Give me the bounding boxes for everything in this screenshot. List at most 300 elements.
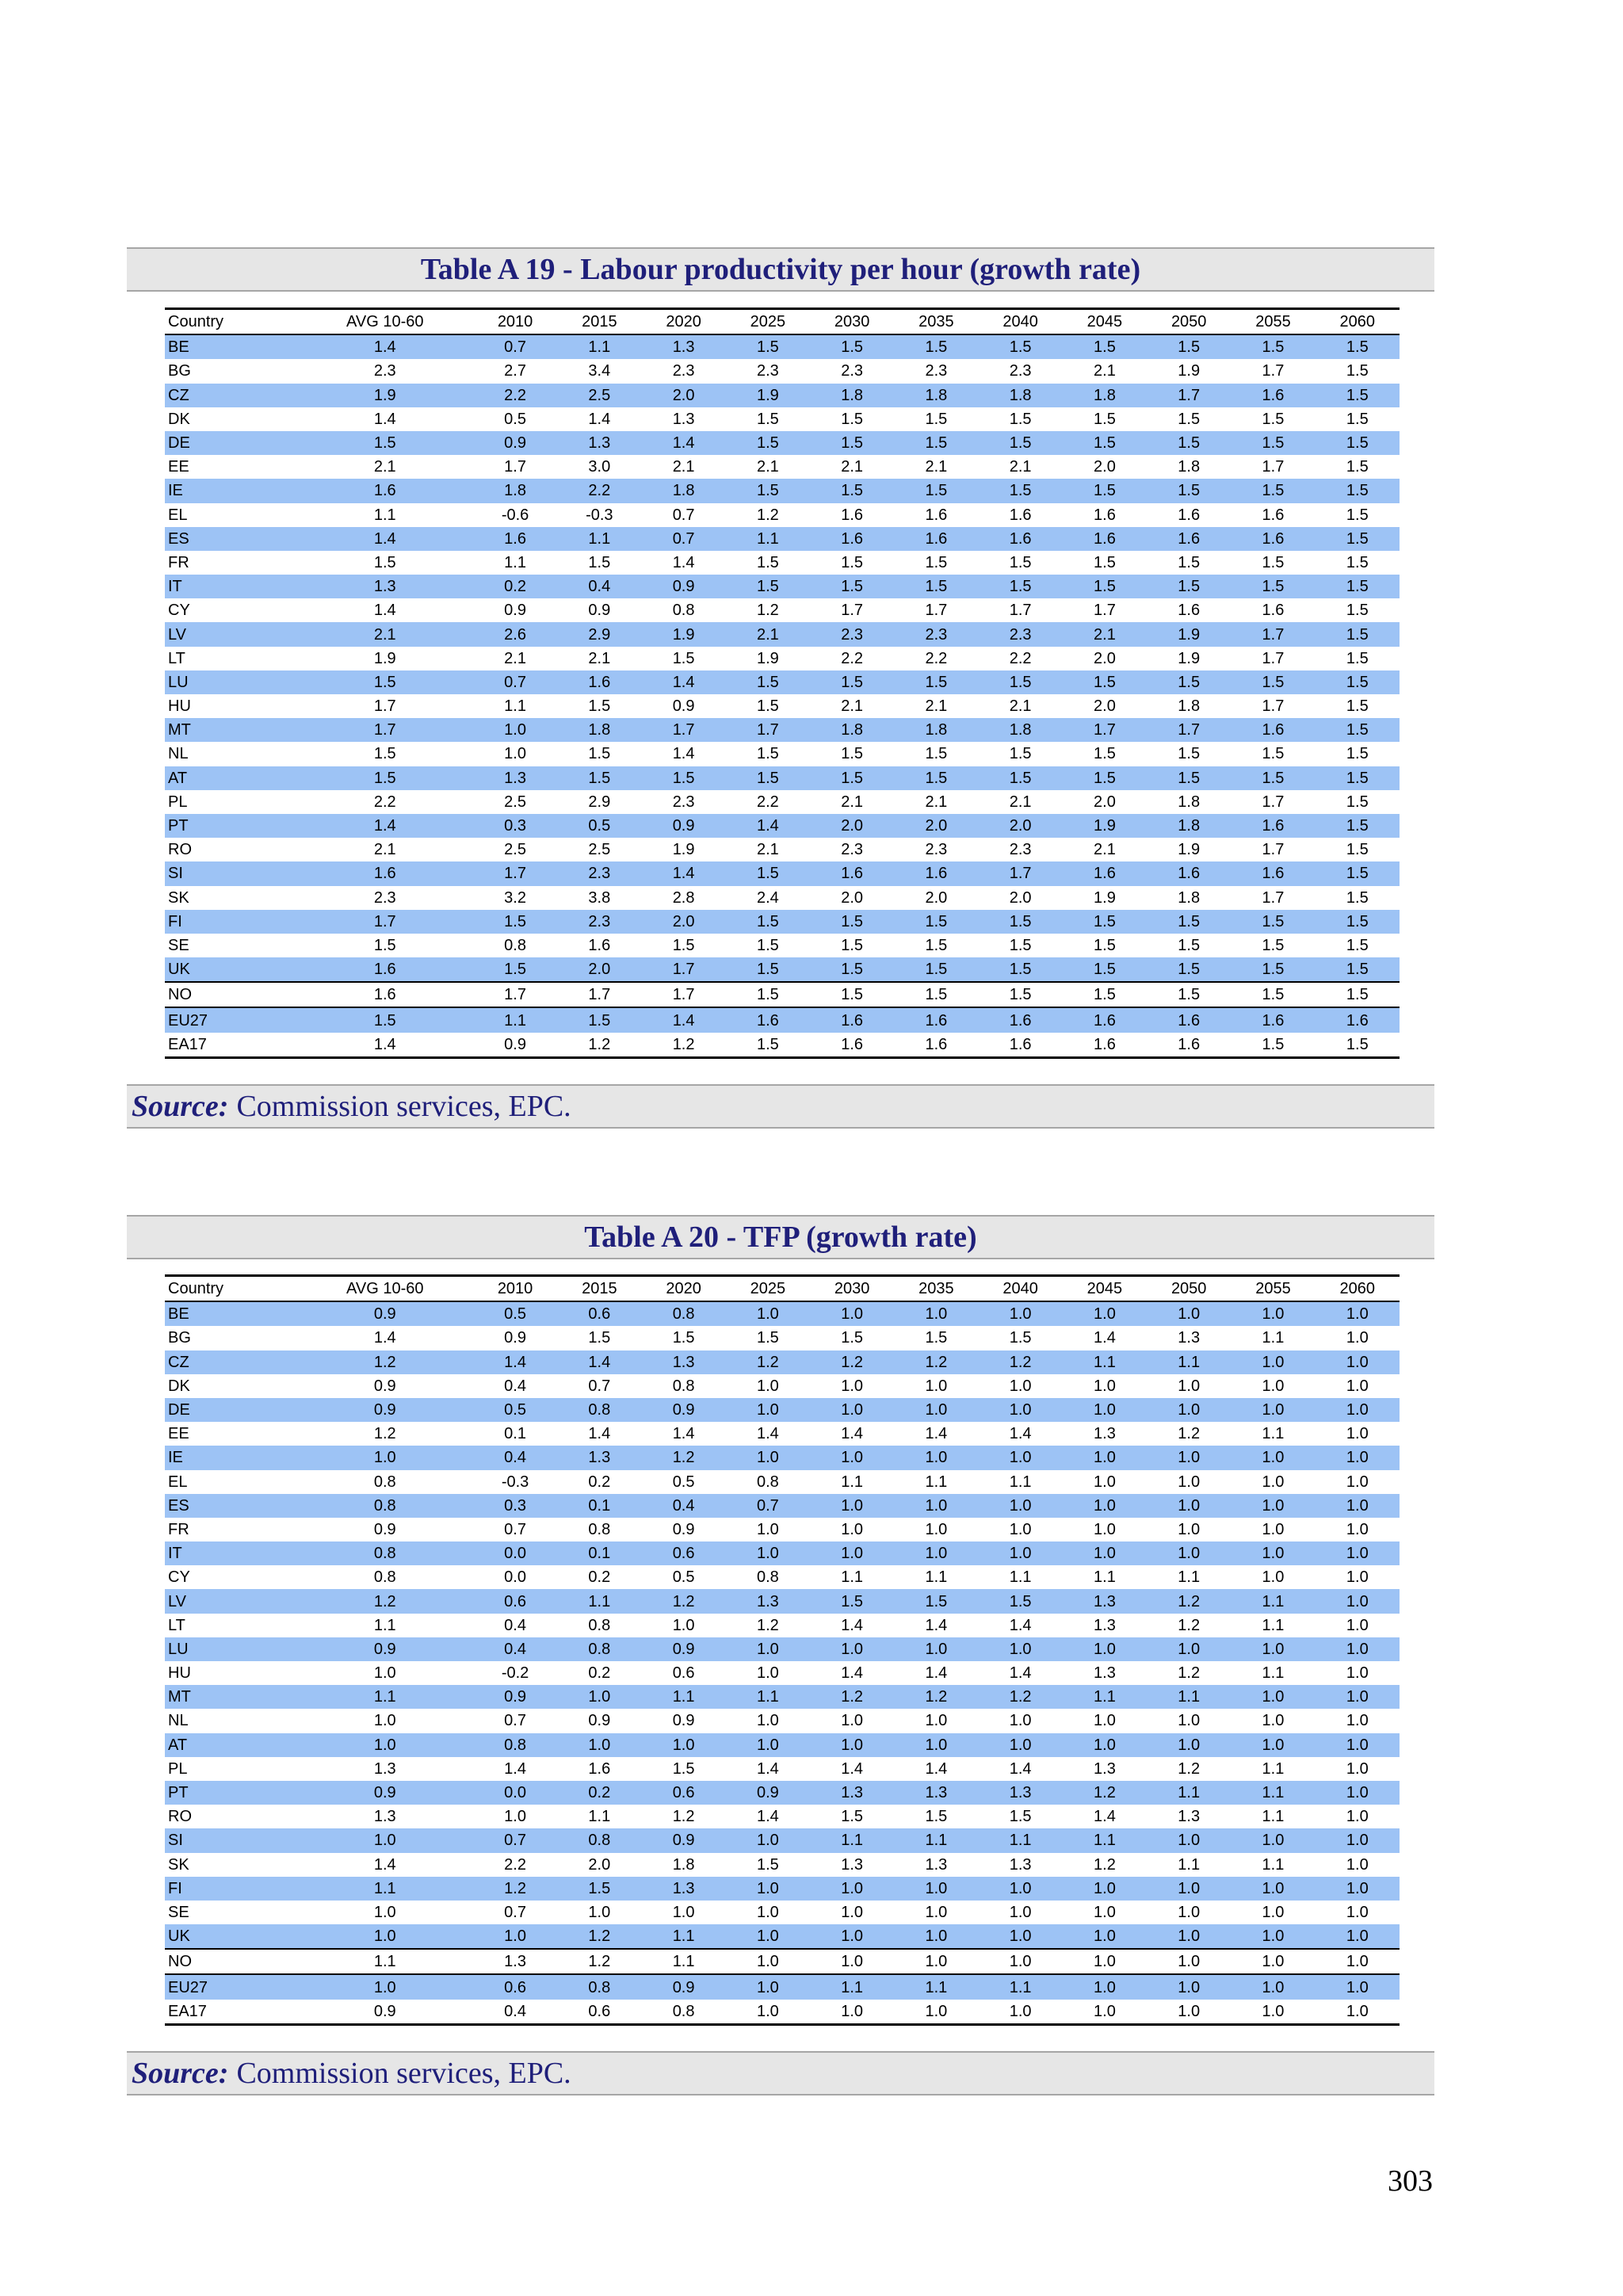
value-cell: 1.5 [1316,957,1400,982]
value-cell: 1.1 [726,527,810,551]
value-cell: 2.1 [841,793,864,811]
table-row [165,1301,1400,1326]
value-cell: 1.5 [672,936,695,954]
column-header: 2020 [641,1276,725,1302]
column-header: 2050 [1147,309,1231,335]
column-header: 2025 [726,309,810,335]
table-row [165,1541,1400,1565]
value-cell: 1.0 [1262,1520,1285,1538]
value-cell: 1.0 [1316,1350,1400,1374]
value-cell: 1.6 [979,1007,1063,1032]
value-cell: 1.6 [473,527,557,551]
value-cell: 2.0 [588,1855,611,1874]
value-cell: 1.0 [297,1974,473,1999]
value-cell: 0.9 [641,1828,725,1852]
value-cell: 1.0 [1316,2000,1400,2025]
value-cell: 1.5 [810,982,894,1007]
value-cell: 1.0 [1063,1301,1147,1326]
country-cell: SK [168,888,189,907]
value-cell: 1.0 [894,1301,978,1326]
value-cell: 1.5 [1063,431,1147,455]
value-cell: 1.5 [1231,982,1315,1007]
value-cell: 1.0 [726,1301,810,1326]
value-cell: 1.5 [726,861,810,885]
table-row [165,670,1400,694]
value-cell: 2.3 [1009,362,1032,380]
table-row [165,1007,1400,1032]
value-cell: 1.3 [1178,1808,1201,1826]
value-cell: 1.0 [1231,1446,1315,1469]
value-cell: 1.5 [841,1808,864,1826]
value-cell: 1.7 [641,957,725,982]
value-cell: 1.2 [557,1949,641,1974]
value-cell: 1.1 [1178,1855,1201,1874]
value-cell: 0.8 [672,1377,695,1395]
value-cell: 0.8 [297,1541,473,1565]
value-cell: 1.2 [641,1446,725,1469]
value-cell: 1.1 [1262,1425,1285,1443]
value-cell: 1.0 [1262,1473,1285,1491]
value-cell: 1.5 [810,766,894,790]
value-cell: 1.1 [894,1974,978,1999]
country-cell: PL [168,793,188,811]
value-cell: 1.4 [373,1329,396,1347]
value-cell: 1.5 [979,334,1063,359]
value-cell: 1.3 [726,1589,810,1613]
value-cell: 1.0 [1147,1974,1231,1999]
value-cell: 1.0 [1063,1877,1147,1901]
table-row [165,1398,1400,1422]
value-cell: 1.5 [979,670,1063,694]
value-cell: 1.5 [756,745,779,763]
value-cell: 2.1 [1009,697,1032,716]
value-cell: 2.5 [504,841,526,859]
value-cell: 1.8 [473,479,557,502]
value-cell: 0.2 [557,1781,641,1805]
value-cell: 1.0 [1147,1637,1231,1661]
column-header: 2060 [1316,309,1400,335]
table-row [165,334,1400,359]
value-cell: 2.3 [894,622,978,646]
value-cell: 1.4 [726,814,810,838]
value-cell: 1.7 [373,697,396,716]
value-cell: 1.1 [473,1007,557,1032]
value-cell: 1.5 [1147,670,1231,694]
value-cell: 2.1 [373,458,396,476]
value-cell: 2.3 [373,362,396,380]
value-cell: 1.0 [979,1877,1063,1901]
value-cell: 1.0 [1231,1637,1315,1661]
value-cell: 1.5 [894,982,978,1007]
value-cell: 0.9 [297,2000,473,2025]
value-cell: 1.4 [373,602,396,620]
value-cell: 1.8 [641,479,725,502]
value-cell: 1.0 [1316,1974,1400,1999]
value-cell: 1.0 [1316,1637,1400,1661]
value-cell: 1.4 [297,814,473,838]
table-row [165,838,1400,861]
country-cell: LU [165,670,297,694]
country-cell: AT [165,766,297,790]
value-cell: 1.6 [1316,1007,1400,1032]
value-cell: 0.7 [473,334,557,359]
value-cell: 0.8 [588,1616,611,1634]
column-header: 2010 [473,1276,557,1302]
table-row [165,1974,1400,1999]
value-cell: 1.5 [810,670,894,694]
value-cell: 2.2 [1009,649,1032,667]
value-cell: 1.1 [979,1974,1063,1999]
value-cell: 1.5 [1316,718,1400,742]
value-cell: 0.2 [588,1473,611,1491]
value-cell: 3.4 [588,362,611,380]
value-cell: 1.0 [1262,1377,1285,1395]
value-cell: 1.5 [297,766,473,790]
value-cell: 0.8 [557,1398,641,1422]
table-row [165,1757,1400,1781]
value-cell: 1.0 [588,1903,611,1921]
value-cell: 1.0 [1009,1377,1032,1395]
table-row [165,2000,1400,2025]
value-cell: 1.2 [1178,1759,1201,1778]
value-cell: 0.9 [373,1377,396,1395]
value-cell: 1.0 [979,1541,1063,1565]
value-cell: 0.4 [504,1377,526,1395]
value-cell: 1.2 [726,1350,810,1374]
value-cell: 1.1 [1262,1808,1285,1826]
value-cell: 1.4 [1009,1425,1032,1443]
country-cell: DK [168,1377,190,1395]
value-cell: 1.0 [1346,1568,1369,1587]
value-cell: 1.5 [925,410,948,428]
value-cell: 1.1 [1147,1350,1231,1374]
value-cell: 1.0 [1346,1616,1369,1634]
value-cell: 0.7 [588,1377,611,1395]
country-cell: EL [168,1473,188,1491]
value-cell: 1.0 [894,1949,978,1974]
value-cell: 2.3 [672,793,695,811]
value-cell: 1.7 [979,861,1063,885]
value-cell: 1.2 [641,1033,725,1058]
value-cell: 1.5 [1316,622,1400,646]
value-cell: 0.7 [726,1494,810,1518]
country-cell: LT [168,649,185,667]
value-cell: 2.1 [504,649,526,667]
value-cell: 1.1 [1009,1473,1032,1491]
table-row [165,1326,1400,1350]
value-cell: 0.4 [473,2000,557,2025]
value-cell: 0.5 [504,410,526,428]
column-header: 2050 [1147,1276,1231,1302]
value-cell: 0.8 [641,2000,725,2025]
country-cell: NL [168,745,189,763]
value-cell: 1.0 [726,2000,810,2025]
value-cell: 1.5 [810,1589,894,1613]
value-cell: 1.0 [726,1949,810,1974]
value-cell: 1.5 [756,553,779,571]
value-cell: 1.3 [641,1877,725,1901]
value-cell: 1.7 [1231,622,1315,646]
value-cell: 0.0 [504,1568,526,1587]
value-cell: 1.5 [1147,334,1231,359]
value-cell: 1.6 [925,506,948,524]
value-cell: 1.1 [641,1949,725,1974]
value-cell: 1.5 [726,910,810,934]
value-cell: 1.0 [726,1733,810,1757]
value-cell: 1.4 [925,1664,948,1683]
value-cell: 1.5 [1178,745,1201,763]
value-cell: 1.5 [810,479,894,502]
value-cell: 1.5 [1147,910,1231,934]
value-cell: 1.5 [1346,458,1369,476]
value-cell: 1.5 [1316,334,1400,359]
value-cell: 1.4 [841,1425,864,1443]
value-cell: 1.4 [641,1007,725,1032]
value-cell: 1.5 [1147,575,1231,598]
value-cell: -0.2 [501,1664,529,1683]
value-cell: 2.3 [1009,841,1032,859]
value-cell: 1.0 [841,1520,864,1538]
value-cell: 1.8 [1147,814,1231,838]
value-cell: 1.6 [588,1759,611,1778]
country-cell: IE [165,1446,297,1469]
table-row [165,1685,1400,1709]
value-cell: 2.0 [1009,888,1032,907]
value-cell: 1.0 [979,1637,1063,1661]
value-cell: 1.0 [1316,1446,1400,1469]
value-cell: 1.2 [1178,1425,1201,1443]
value-cell: 1.5 [726,766,810,790]
value-cell: 0.8 [641,1301,725,1326]
value-cell: 1.0 [1231,1949,1315,1974]
value-cell: 1.5 [373,553,396,571]
value-cell: 1.5 [979,575,1063,598]
value-cell: 1.1 [641,1685,725,1709]
value-cell: 1.0 [726,1828,810,1852]
value-cell: 0.6 [641,1541,725,1565]
value-cell: 0.8 [756,1473,779,1491]
value-cell: 1.0 [1231,1733,1315,1757]
value-cell: 0.2 [473,575,557,598]
value-cell: 2.1 [373,841,396,859]
table-row [165,694,1400,718]
source-label: Source: [132,2057,229,2090]
value-cell: 1.8 [1178,793,1201,811]
value-cell: 1.0 [1231,2000,1315,2025]
table-row [165,1781,1400,1805]
value-cell: 1.3 [473,766,557,790]
value-cell: 1.0 [756,1520,779,1538]
table-row [165,1350,1400,1374]
value-cell: 1.2 [1178,1664,1201,1683]
value-cell: 2.0 [894,814,978,838]
value-cell: 1.1 [557,334,641,359]
country-cell: CY [168,1568,190,1587]
value-cell: 1.5 [979,957,1063,982]
value-cell: 2.0 [1094,458,1116,476]
value-cell: 1.5 [672,649,695,667]
table-row [165,1470,1400,1494]
value-cell: 0.4 [504,1616,526,1634]
value-cell: 1.4 [557,1350,641,1374]
value-cell: 1.4 [297,527,473,551]
country-cell: LT [168,1616,185,1634]
table-row [165,1565,1400,1589]
value-cell: 1.0 [1063,2000,1147,2025]
value-cell: 1.0 [1147,1541,1231,1565]
table-row [165,622,1400,646]
country-cell: DK [168,410,190,428]
value-cell: 1.5 [1316,766,1400,790]
value-cell: 0.9 [473,431,557,455]
value-cell: 1.0 [1147,1949,1231,1974]
header-row [165,1276,1400,1302]
value-cell: 1.7 [1063,718,1147,742]
column-header: 2035 [894,1276,978,1302]
value-cell: 1.0 [672,1616,695,1634]
value-cell: 1.0 [1094,1473,1116,1491]
value-cell: 1.0 [1063,1974,1147,1999]
value-cell: 2.0 [841,888,864,907]
value-cell: 1.5 [810,431,894,455]
value-cell: 1.0 [1147,1924,1231,1949]
value-cell: 1.9 [1178,841,1201,859]
column-header: Country [165,1276,297,1302]
value-cell: 1.0 [473,1924,557,1949]
value-cell: 1.0 [1346,1903,1369,1921]
value-cell: 1.5 [1063,334,1147,359]
value-cell: 1.5 [1063,982,1147,1007]
value-cell: 1.5 [756,1855,779,1874]
value-cell: 1.1 [894,1828,978,1852]
value-cell: 1.6 [1262,506,1285,524]
value-cell: 2.2 [473,384,557,407]
table-row [165,598,1400,622]
value-cell: 1.4 [297,1033,473,1058]
value-cell: 1.6 [297,861,473,885]
value-cell: 1.5 [894,431,978,455]
value-cell: 1.5 [756,697,779,716]
value-cell: 1.5 [1262,936,1285,954]
country-cell: NO [165,982,297,1007]
value-cell: 1.8 [979,384,1063,407]
value-cell: 1.0 [979,1733,1063,1757]
value-cell: 2.8 [672,888,695,907]
value-cell: 1.0 [894,1398,978,1422]
header-row [165,309,1400,335]
country-cell: ES [165,527,297,551]
country-cell: DE [165,1398,297,1422]
value-cell: 0.9 [672,1520,695,1538]
value-cell: 1.0 [979,1398,1063,1422]
value-cell: 1.5 [1346,602,1369,620]
value-cell: 1.3 [979,1781,1063,1805]
value-cell: 1.5 [894,575,978,598]
value-cell: 1.1 [1231,1781,1315,1805]
value-cell: 1.9 [297,384,473,407]
value-cell: 1.0 [979,2000,1063,2025]
value-cell: 1.5 [1346,362,1369,380]
value-cell: 1.5 [925,745,948,763]
value-cell: 1.0 [1346,1473,1369,1491]
value-cell: 0.9 [588,602,611,620]
value-cell: 1.5 [1009,745,1032,763]
value-cell: 1.5 [726,670,810,694]
value-cell: 1.3 [641,334,725,359]
value-cell: 0.9 [504,602,526,620]
value-cell: 1.0 [1262,1903,1285,1921]
country-cell: NO [165,1949,297,1974]
value-cell: 1.5 [1316,1033,1400,1058]
value-cell: 1.3 [473,1949,557,1974]
value-cell: 0.8 [557,1974,641,1999]
value-cell: 1.6 [841,506,864,524]
value-cell: 1.5 [726,431,810,455]
value-cell: 1.5 [1346,649,1369,667]
value-cell: 1.5 [810,575,894,598]
table-row [165,503,1400,527]
value-cell: 1.5 [726,1033,810,1058]
value-cell: 1.4 [641,861,725,885]
value-cell: 1.0 [641,1733,725,1757]
value-cell: 1.0 [841,1712,864,1730]
value-cell: 1.0 [1063,1494,1147,1518]
value-cell: 1.7 [473,982,557,1007]
value-cell: 1.6 [894,1033,978,1058]
value-cell: 0.6 [672,1664,695,1683]
value-cell: 1.4 [841,1616,864,1634]
value-cell: 1.5 [925,936,948,954]
value-cell: 1.5 [473,910,557,934]
value-cell: 1.3 [925,1855,948,1874]
value-cell: 2.5 [504,793,526,811]
value-cell: 1.5 [1231,334,1315,359]
value-cell: 1.5 [894,479,978,502]
value-cell: 2.2 [756,793,779,811]
value-cell: 1.0 [557,1685,641,1709]
value-cell: 1.0 [726,1974,810,1999]
value-cell: 1.3 [1094,1425,1116,1443]
value-cell: 2.1 [756,841,779,859]
value-cell: 1.5 [756,410,779,428]
table-a20-title-bar [127,1215,1434,1259]
value-cell: 0.7 [473,670,557,694]
table-row [165,384,1400,407]
value-cell: 1.5 [1346,745,1369,763]
value-cell: 1.0 [810,1398,894,1422]
value-cell: 1.5 [810,910,894,934]
value-cell: 0.2 [588,1568,611,1587]
value-cell: 1.5 [1094,936,1116,954]
value-cell: 1.4 [373,1855,396,1874]
country-cell: FI [165,910,297,934]
column-header: 2015 [557,309,641,335]
value-cell: 1.8 [810,718,894,742]
value-cell: 1.1 [297,1949,473,1974]
table-row [165,1518,1400,1541]
value-cell: 2.1 [1094,841,1116,859]
value-cell: 1.1 [557,527,641,551]
value-cell: 1.7 [297,718,473,742]
value-cell: 1.0 [1262,1568,1285,1587]
value-cell: 1.5 [373,745,396,763]
value-cell: 1.2 [810,1685,894,1709]
value-cell: 1.5 [1063,957,1147,982]
value-cell: 1.3 [1009,1855,1032,1874]
value-cell: 1.0 [1346,1712,1369,1730]
value-cell: 1.6 [1178,506,1201,524]
value-cell: 1.3 [1178,1329,1201,1347]
